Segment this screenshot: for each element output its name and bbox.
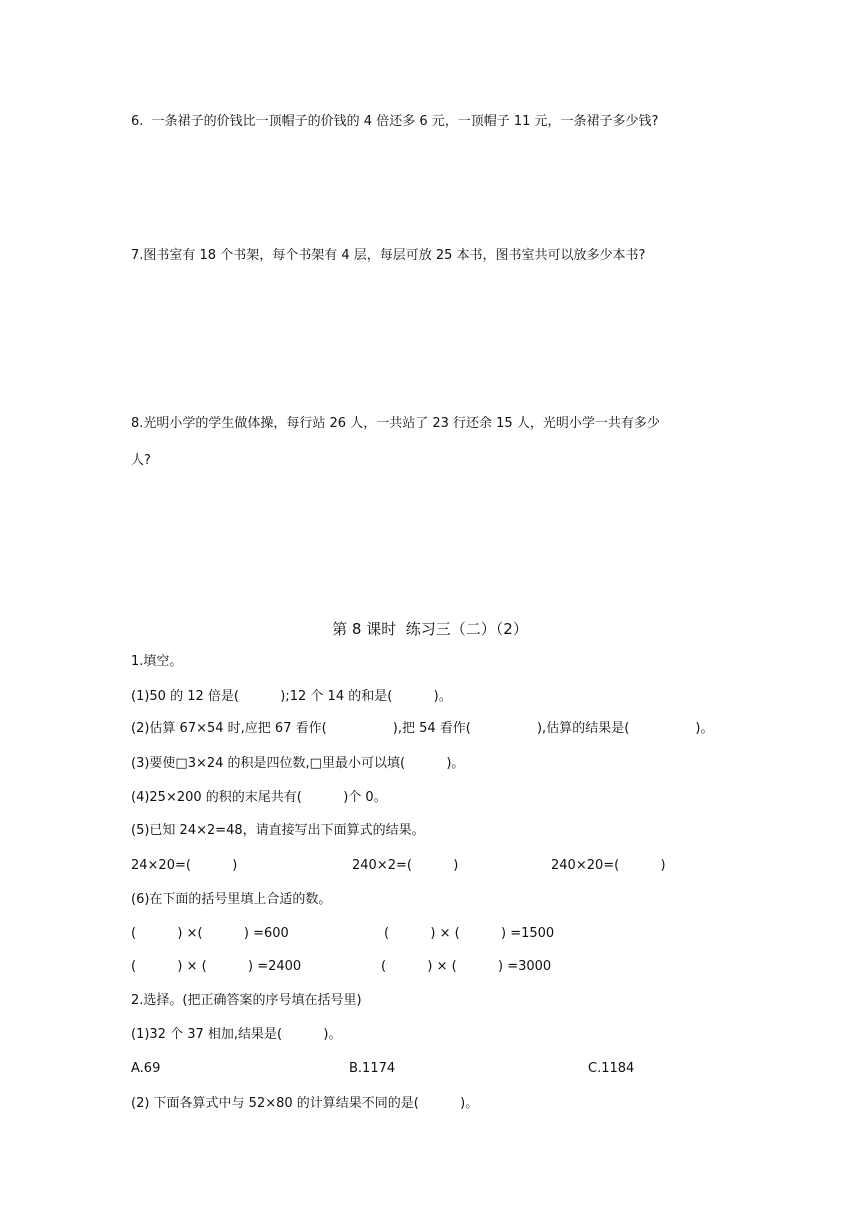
fill-item-5-c: 240×20=( ) — [551, 858, 666, 873]
choice-1-option-a: A.69 — [131, 1061, 161, 1076]
problem-8-line2: 人? — [131, 453, 151, 468]
lesson-title: 第 8 课时 练习三（二）（2） — [332, 620, 528, 638]
fill-item-5: (5)已知 24×2=48，请直接写出下面算式的结果。 — [131, 823, 425, 838]
section-choice: 2.选择。(把正确答案的序号填在括号里) — [131, 993, 362, 1008]
problem-8-line1: 8.光明小学的学生做体操，每行站 26 人，一共站了 23 行还余 15 人，光明小学一共有多少 — [131, 416, 660, 431]
fill-item-2: (2)估算 67×54 时,应把 67 看作( ),把 54 看作( ),估算的结果是( )。 — [131, 721, 714, 736]
fill-item-5-b: 240×2=( ) — [352, 858, 459, 873]
choice-1-option-b: B.1174 — [349, 1061, 396, 1076]
section-fill-blank: 1.填空。 — [131, 654, 183, 669]
fill-item-3: (3)要使□3×24 的积是四位数,□里最小可以填( )。 — [131, 756, 465, 771]
fill-item-1: (1)50 的 12 倍是( );12 个 14 的和是( )。 — [131, 689, 452, 704]
choice-item-1: (1)32 个 37 相加,结果是( )。 — [131, 1027, 342, 1042]
fill-item-5-a: 24×20=( ) — [131, 858, 238, 873]
fill-item-6-a: ( ) ×( ) =600 — [131, 926, 289, 941]
choice-item-2: (2) 下面各算式中与 52×80 的计算结果不同的是( )。 — [131, 1096, 479, 1111]
choice-1-option-c: C.1184 — [588, 1061, 635, 1076]
fill-item-6-c: ( ) × ( ) =2400 — [131, 959, 302, 974]
problem-6: 6. 一条裙子的价钱比一顶帽子的价钱的 4 倍还多 6 元，一顶帽子 11 元，一条裙子多少钱? — [131, 114, 659, 129]
fill-item-4: (4)25×200 的积的末尾共有( )个 0。 — [131, 790, 387, 805]
problem-7: 7.图书室有 18 个书架，每个书架有 4 层，每层可放 25 本书，图书室共可以放多少本书? — [131, 248, 646, 263]
fill-item-6: (6)在下面的括号里填上合适的数。 — [131, 892, 332, 907]
fill-item-6-d: ( ) × ( ) =3000 — [381, 959, 552, 974]
fill-item-6-b: ( ) × ( ) =1500 — [384, 926, 555, 941]
